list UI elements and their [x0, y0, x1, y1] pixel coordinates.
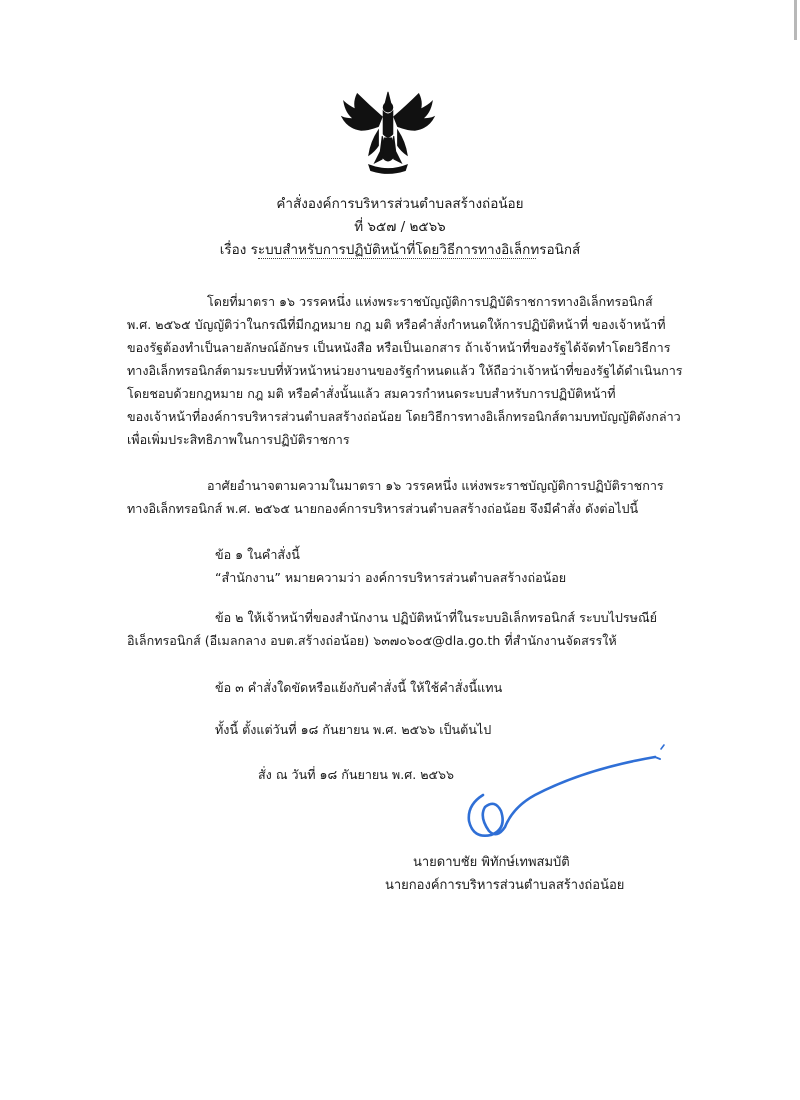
text-line: อาศัยอำนาจตามความในมาตรา ๑๖ วรรคหนึ่ง แห่งพระราชบัญญัติการปฏิบัติราชการ — [207, 478, 664, 493]
clause-3 — [215, 676, 502, 699]
dotted-divider — [258, 258, 536, 259]
clause-1-title: ข้อ ๑ ในคำสั่งนี้ — [215, 547, 300, 562]
signatory-position: นายกองค์การบริหารส่วนตำบลสร้างถ่อน้อย — [385, 878, 625, 893]
text-line: โดยชอบด้วยกฎหมาย กฎ มติ หรือคำสั่งนั้นแล้ว สมควรกำหนดระบบสำหรับการปฏิบัติหน้าที่ — [127, 386, 616, 401]
text-line: ข้อ ๒ ให้เจ้าหน้าที่ของสำนักงาน ปฏิบัติหน้าที่ในระบบอิเล็กทรอนิกส์ ระบบไปรษณีย์ — [215, 610, 658, 625]
text-line: อิเล็กทรอนิกส์ (อีเมลกลาง อบต.สร้างถ่อน้อย) ๖๓๗๐๖๐๕@dla.go.th ที่สำนักงานจัดสรรให้ — [127, 633, 617, 648]
order-subject: เรื่อง ระบบสำหรับการปฏิบัติหน้าที่โดยวิธีการทางอิเล็กทรอนิกส์ — [219, 242, 581, 258]
text-line: ข้อ ๓ คำสั่งใดขัดหรือแย้งกับคำสั่งนี้ ให้ใช้คำสั่งนี้แทน — [215, 680, 503, 695]
paragraph-2 — [127, 474, 664, 520]
clause-1-definition: “สำนักงาน” หมายความว่า องค์การบริหารส่วนตำบลสร้างถ่อน้อย — [215, 570, 567, 585]
text-line: ทางอิเล็กทรอนิกส์ตามระบบที่หัวหน้าหน่วยงานของรัฐกำหนดแล้ว ให้ถือว่าเจ้าหน้าที่ของรัฐได้ดำเนินการ — [127, 363, 683, 378]
ordered-date — [258, 763, 454, 786]
garuda-emblem-icon — [340, 88, 436, 184]
text-line: ของเจ้าหน้าที่องค์การบริหารส่วนตำบลสร้างถ่อน้อย โดยวิธีการทางอิเล็กทรอนิกส์ตามบทบัญญัติดังกล่าว — [127, 409, 681, 424]
effective-date — [215, 718, 491, 741]
order-title: คำสั่งองค์การบริหารส่วนตำบลสร้างถ่อน้อย — [276, 196, 524, 212]
signatory-name: นายดาบชัย พิทักษ์เทพสมบัติ — [413, 855, 570, 870]
text-line: พ.ศ. ๒๕๖๕ บัญญัติว่าในกรณีที่มีกฎหมาย กฎ มติ หรือคำสั่งกำหนดให้การปฏิบัติหน้าที่ ของเจ้าหน้าที่ — [127, 317, 666, 332]
clause-2 — [127, 606, 657, 652]
scan-edge-shadow — [794, 0, 797, 40]
handwritten-signature — [455, 735, 670, 850]
text-line: ทั้งนี้ ตั้งแต่วันที่ ๑๘ กันยายน พ.ศ. ๒๕๖๖ เป็นต้นไป — [215, 722, 492, 737]
text-line: สั่ง ณ วันที่ ๑๘ กันยายน พ.ศ. ๒๕๖๖ — [258, 767, 455, 782]
clause-1 — [215, 543, 566, 589]
text-line: เพื่อเพิ่มประสิทธิภาพในการปฏิบัติราชการ — [127, 432, 350, 447]
text-line: ทางอิเล็กทรอนิกส์ พ.ศ. ๒๕๖๕ นายกองค์การบริหารส่วนตำบลสร้างถ่อน้อย จึงมีคำสั่ง ดังต่อไปนี้ — [127, 501, 639, 516]
text-line: โดยที่มาตรา ๑๖ วรรคหนึ่ง แห่งพระราชบัญญัติการปฏิบัติราชการทางอิเล็กทรอนิกส์ — [207, 294, 653, 309]
text-line: ของรัฐต้องทำเป็นลายลักษณ์อักษร เป็นหนังสือ หรือเป็นเอกสาร ถ้าเจ้าหน้าที่ของรัฐได้จัดทำโดยวิธีการ — [127, 340, 671, 355]
order-number: ที่ ๖๕๗ / ๒๕๖๖ — [354, 219, 446, 235]
paragraph-1 — [127, 290, 683, 451]
